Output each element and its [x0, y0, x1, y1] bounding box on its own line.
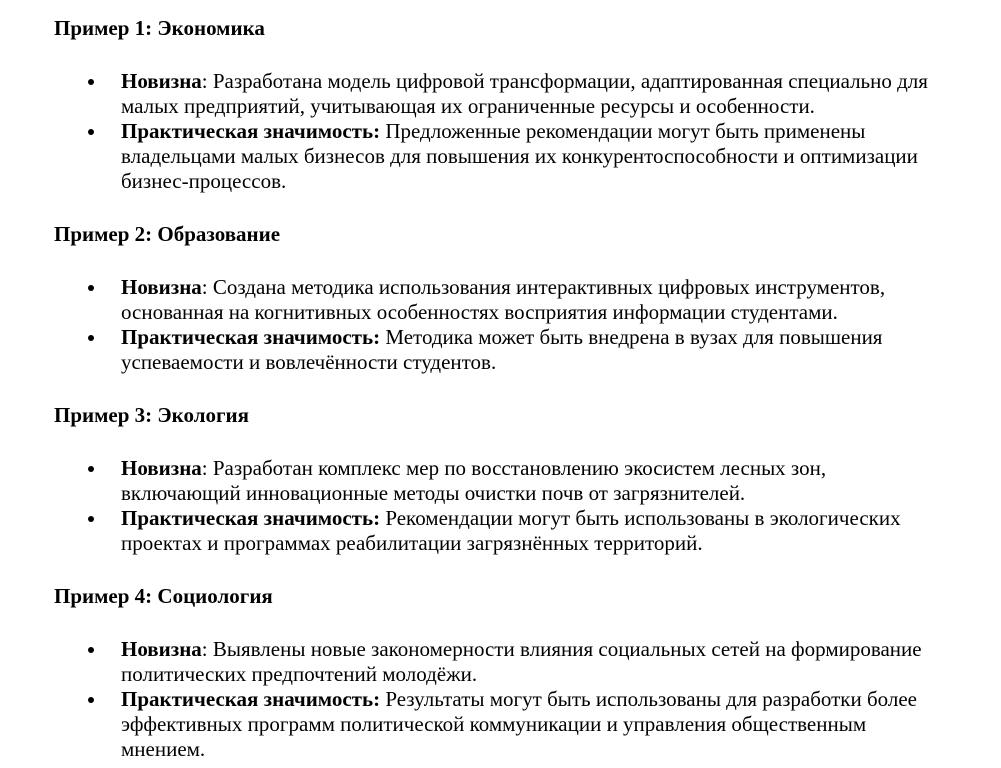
- list-item-practical-significance: [54, 119, 934, 194]
- bullet-list: [54, 275, 947, 375]
- section-ecology: [54, 403, 947, 556]
- item-term: Новизна: [121, 69, 202, 93]
- section-title: Пример 3: Экология: [54, 403, 249, 427]
- item-term: Новизна: [121, 275, 202, 299]
- list-item-novelty: [54, 637, 934, 687]
- section-title: Пример 4: Социология: [54, 584, 273, 608]
- bullet-icon: [88, 129, 94, 135]
- bullet-icon: [88, 335, 94, 341]
- item-text: : Разработан комплекс мер по восстановлению экосистем лесных зон, включающий инновационные методы очистки почв от загрязнителей.: [121, 456, 827, 505]
- list-item-novelty: [54, 456, 934, 506]
- bullet-icon: [88, 516, 94, 522]
- item-term: Практическая значимость:: [121, 687, 381, 711]
- list-item-novelty: [54, 275, 934, 325]
- list-item-practical-significance: [54, 506, 934, 556]
- item-text: : Разработана модель цифровой трансформации, адаптированная специально для малых предприятий, учитывающая их ограниченные ресурсы и особенности.: [121, 69, 928, 118]
- item-term: Новизна: [121, 637, 202, 661]
- section-education: [54, 222, 947, 375]
- list-item-novelty: [54, 69, 934, 119]
- item-term: Новизна: [121, 456, 202, 480]
- bullet-icon: [88, 647, 94, 653]
- item-text: Предложенные рекомендации могут быть применены владельцами малых бизнесов для повышения их конкурентоспособности и оптимизации бизнес-процессов.: [121, 119, 918, 193]
- section-economics: [54, 16, 947, 194]
- bullet-icon: [88, 285, 94, 291]
- item-term: Практическая значимость:: [121, 325, 381, 349]
- list-item-practical-significance: [54, 687, 934, 762]
- bullet-list: [54, 456, 947, 556]
- bullet-icon: [88, 697, 94, 703]
- item-term: Практическая значимость:: [121, 119, 381, 143]
- bullet-list: [54, 69, 947, 194]
- item-term: Практическая значимость:: [121, 506, 381, 530]
- item-text: Результаты могут быть использованы для разработки более эффективных программ политической коммуникации и управления общественным мнением.: [121, 687, 917, 761]
- item-text: : Выявлены новые закономерности влияния социальных сетей на формирование политических предпочтений молодёжи.: [121, 637, 922, 686]
- list-item-practical-significance: [54, 325, 934, 375]
- section-title: Пример 1: Экономика: [54, 16, 265, 40]
- item-text: Методика может быть внедрена в вузах для повышения успеваемости и вовлечённости студентов.: [121, 325, 883, 374]
- bullet-icon: [88, 466, 94, 472]
- section-sociology: [54, 584, 947, 762]
- item-text: : Создана методика использования интерактивных цифровых инструментов, основанная на когнитивных особенностях восприятия информации студентами.: [121, 275, 886, 324]
- section-title: Пример 2: Образование: [54, 222, 281, 246]
- item-text: Рекомендации могут быть использованы в экологических проектах и программах реабилитации загрязнённых территорий.: [121, 506, 901, 555]
- bullet-icon: [88, 79, 94, 85]
- bullet-list: [54, 637, 947, 762]
